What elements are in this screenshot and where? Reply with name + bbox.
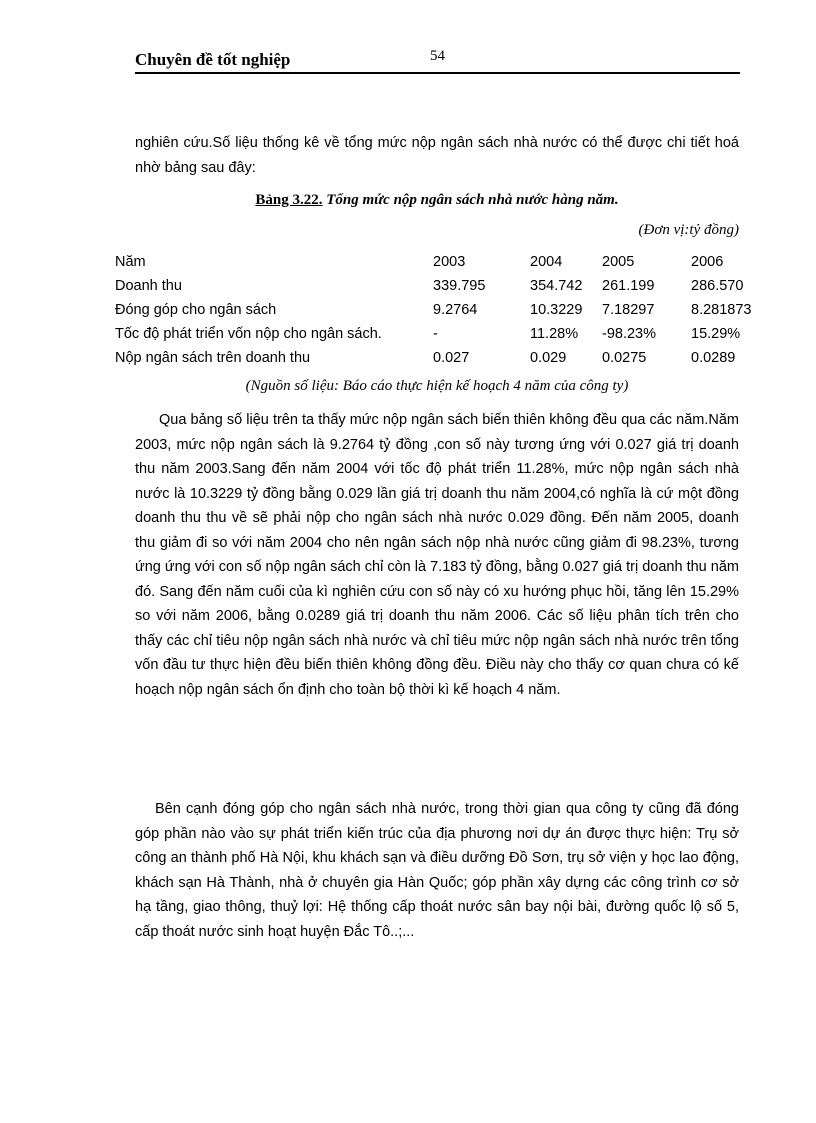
- table-cell: -98.23%: [602, 326, 657, 342]
- table-caption-number: Bảng 3.22.: [255, 192, 323, 208]
- table-cell: 0.0275: [602, 350, 647, 366]
- table-cell: 261.199: [602, 278, 655, 294]
- analysis-paragraph: Qua bảng số liệu trên ta thấy mức nộp ngân sách biến thiên không đều qua các năm.Năm 2003, mức nộp ngân sách là 9.2764 tỷ đồng ,con số này tương ứng với 0.027 giá trị doanh thu năm 2003.Sang đến năm 2004 với tốc độ phát triển 11.28%, mức nộp ngân sách nhà nước là 10.3229 tỷ đồng bằng 0.029 lần giá trị doanh thu năm 2004,có nghĩa là cứ một đồng doanh thu thu về sẽ phải nộp cho ngân sách nhà nước 0.029 đồng. Đến năm 2005, doanh thu giảm đi so với năm 2004 cho nên ngân sách nộp nhà nước cũng giảm đi 98.23%, tương ứng ứng với con số nộp ngân sách chỉ còn là 7.183 tỷ đồng, bằng 0.027 giá trị doanh thu năm đó. Sang đến năm cuối của kì nghiên cứu con số này có xu hướng phục hồi, tăng lên 15.29% so với năm 2006, bằng 0.0289 giá trị doanh thu năm 2006. Các số liệu phân tích trên cho thấy các chỉ tiêu nộp ngân sách nhà nước và chỉ tiêu mức nộp ngân sách nhà nước trên tổng vốn đầu tư thực hiện đều biến thiên không đồng đều. Điều này cho thấy cơ quan chưa có kế hoạch nộp ngân sách ổn định cho toàn bộ thời kì kế hoạch 4 năm.: [135, 412, 739, 698]
- table-cell: 354.742: [530, 278, 583, 294]
- row-label: Tốc độ phát triển vốn nộp cho ngân sách.: [115, 326, 382, 342]
- table-cell: 10.3229: [530, 302, 583, 318]
- table-cell: -: [433, 326, 438, 342]
- row-label: Đóng góp cho ngân sách: [115, 302, 277, 318]
- contribution-paragraph: Bên cạnh đóng góp cho ngân sách nhà nước, trong thời gian qua công ty cũng đã đóng góp phần nào vào sự phát triển kiến trúc của địa phương nơi dự án được thực hiện: Trụ sở công an thành phố Hà Nội, khu khách sạn và điều dưỡng Đồ Sơn, trụ sở viện y học lao động, khách sạn Hà Thành, nhà ở chuyên gia Hàn Quốc; góp phần xây dựng các công trình cơ sở hạ tầng, giao thông, thuỷ lợi: Hệ thống cấp thoát nước sân bay nội bài, đường quốc lộ số 5, cấp thoát nước sinh hoạt huyện Đắc Tô..;...: [135, 801, 739, 940]
- table-row: [115, 276, 775, 300]
- page-number: 54: [430, 48, 445, 64]
- table-header-row: [115, 252, 775, 276]
- document-title: Chuyên đề tốt nghiệp: [135, 50, 291, 69]
- table-cell: 11.28%: [530, 326, 579, 342]
- table-cell: 7.18297: [602, 302, 655, 318]
- header-cell: 2003: [433, 254, 466, 270]
- table-cell: 339.795: [433, 278, 486, 294]
- table-caption-title: Tổng mức nộp ngân sách nhà nước hàng năm.: [326, 192, 619, 208]
- table-row: [115, 324, 775, 348]
- table-row: [115, 300, 775, 324]
- page-header: [135, 48, 740, 74]
- table-cell: 0.0289: [691, 350, 736, 366]
- header-cell: Năm: [115, 254, 146, 270]
- header-cell: 2006: [691, 254, 724, 270]
- header-cell: 2004: [530, 254, 563, 270]
- table-caption: [135, 192, 739, 209]
- budget-table: [115, 252, 775, 372]
- table-cell: 15.29%: [691, 326, 741, 342]
- row-label: Doanh thu: [115, 278, 182, 294]
- table-row: [115, 348, 775, 372]
- intro-paragraph: nghiên cứu.Số liệu thống kê về tổng mức nộp ngân sách nhà nước có thể được chi tiết hoá nhờ bảng sau đây:: [135, 135, 739, 176]
- table-cell: 0.029: [530, 350, 567, 366]
- table-unit: (Đơn vị:tỷ đồng): [638, 222, 739, 238]
- table-source: (Nguồn số liệu: Báo cáo thực hiện kế hoạch 4 năm của công ty): [245, 378, 629, 394]
- table-cell: 286.570: [691, 278, 744, 294]
- table-cell: 0.027: [433, 350, 470, 366]
- header-cell: 2005: [602, 254, 635, 270]
- row-label: Nộp ngân sách trên doanh thu: [115, 350, 311, 366]
- table-cell: 8.281873: [691, 302, 752, 318]
- table-cell: 9.2764: [433, 302, 478, 318]
